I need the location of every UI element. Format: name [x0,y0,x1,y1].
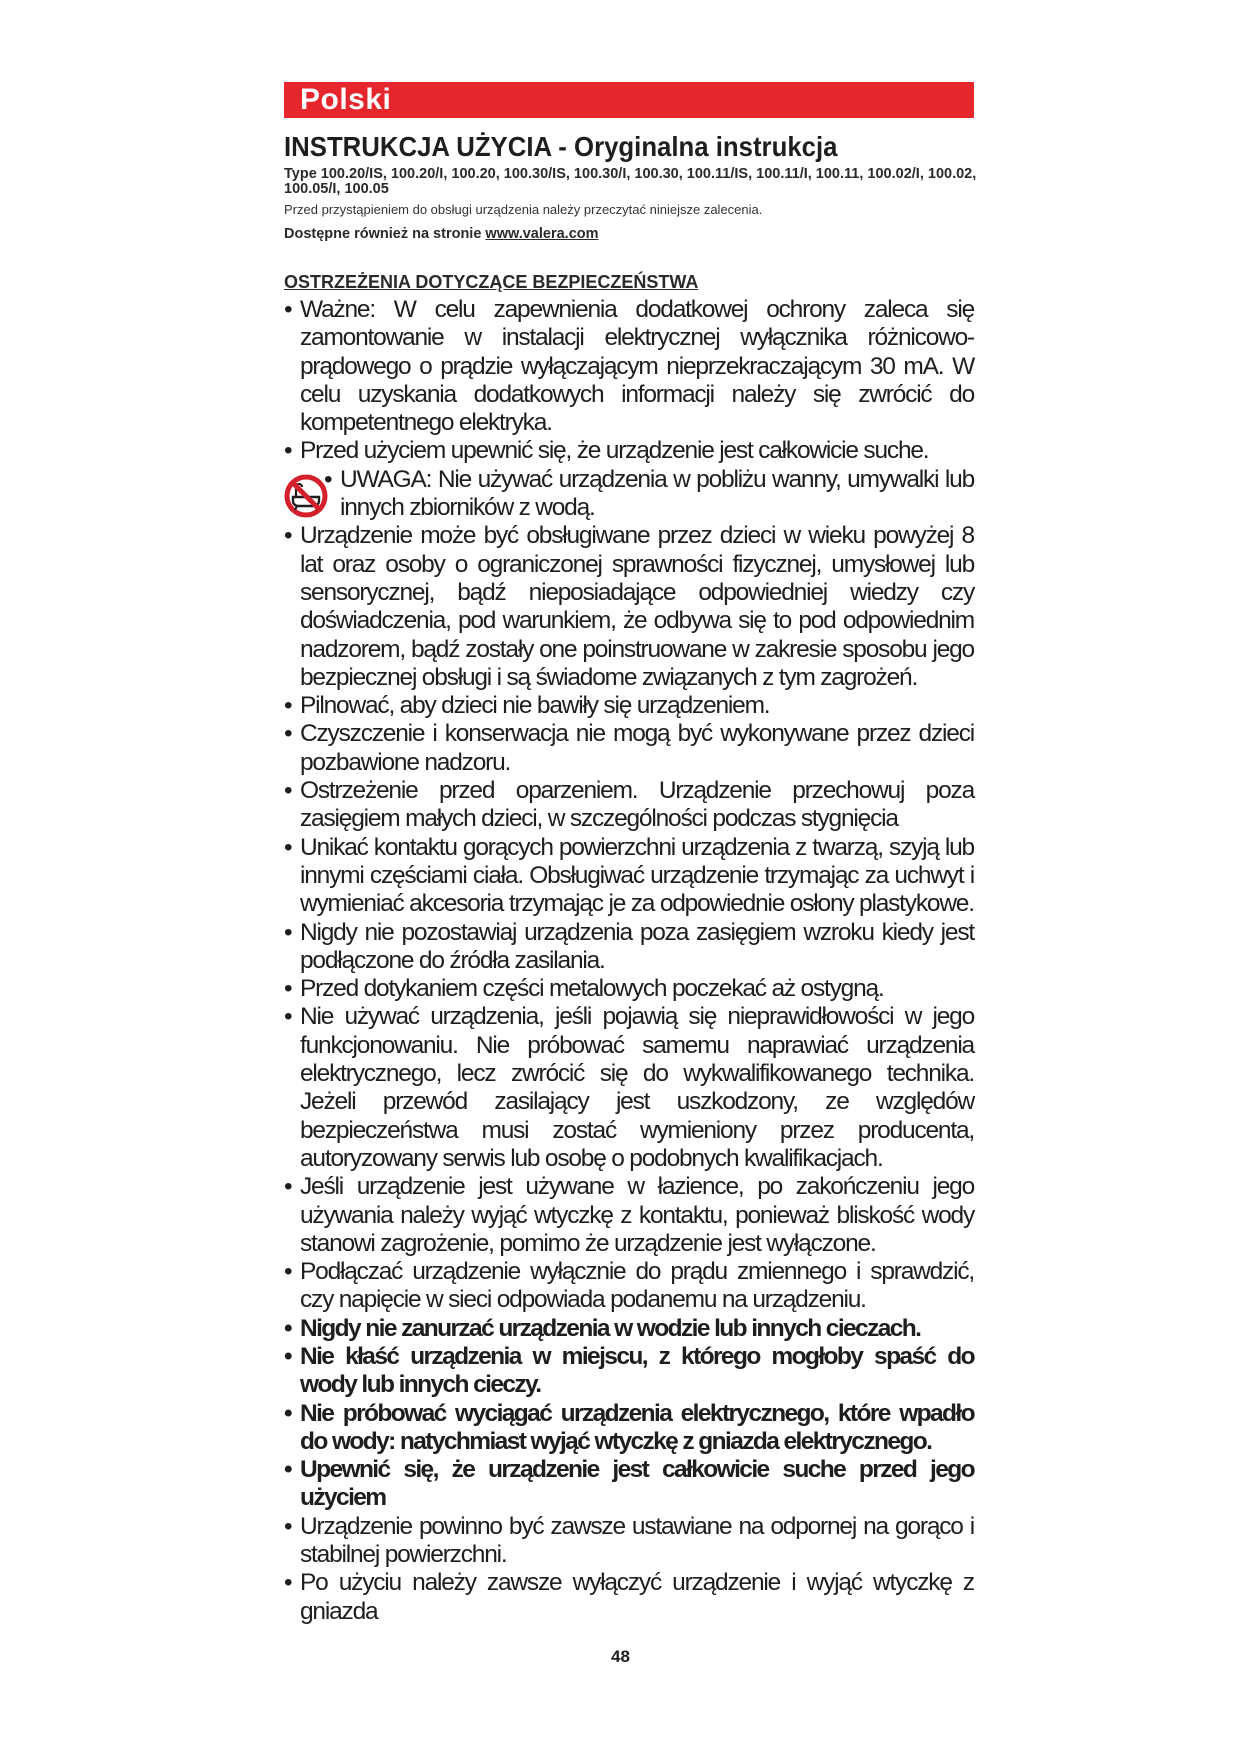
list-item: • Unikać kontaktu gorących powierzchni urządzenia z twarzą, szyją lub innymi częściami ciała. Obsługiwać urządzenie trzymając za uchwyt i wymieniać akcesoria trzymając je za odpowiednie osłony plastykowe. [284,833,974,918]
model-types: Type 100.20/IS, 100.20/I, 100.20, 100.30/IS, 100.30/I, 100.30, 100.11/IS, 100.11/I, 100.11, 100.02/I, 100.02, 100.05/I, 100.05 [284,166,977,197]
list-item: • Pilnować, aby dzieci nie bawiły się urządzeniem. [284,692,770,720]
website-link[interactable]: www.valera.com [485,226,599,242]
list-item: • Czyszczenie i konserwacja nie mogą być wykonywane przez dzieci pozbawione nadzoru. [284,720,974,776]
list-item: • Nie próbować wyciągać urządzenia elektrycznego, które wpadło do wody: natychmiast wyjąć wtyczkę z gniazda elektrycznego. [284,1399,974,1455]
list-item: • Nie kłaść urządzenia w miejscu, z którego mogłoby spaść do wody lub innych cieczy. [284,1342,974,1399]
language-banner [284,82,974,118]
list-item: • Nie używać urządzenia, jeśli pojawią się nieprawidłowości w jego funkcjonowaniu. Nie próbować samemu naprawiać urządzenia elektrycznego, lecz zwrócić się do wykwalifikowanego technika. Jeżeli przewód zasilający jest uszkodzony, ze względów bezpieczeństwa musi zostać wymieniony przez producenta, autoryzowany serwis lub osobę o podobnych kwalifikacjach. [284,1003,974,1172]
list-item: • Jeśli urządzenie jest używane w łazience, po zakończeniu jego używania należy wyjąć wtyczkę z kontaktu, ponieważ bliskość wody stanowi zagrożenie, pomimo że urządzenie jest wyłączone. [284,1173,974,1257]
list-item: • Upewnić się, że urządzenie jest całkowicie suche przed jego użyciem [284,1456,974,1512]
list-item: • Po użyciu należy zawsze wyłączyć urządzenie i wyjąć wtyczkę z gniazda [284,1569,974,1625]
page-title: INSTRUKCJA UŻYCIA - Oryginalna instrukcja [284,131,838,162]
no-bathtub-icon [284,474,328,518]
list-item: • Przed użyciem upewnić się, że urządzenie jest całkowicie suche. [284,437,929,465]
list-item: • Ostrzeżenie przed oparzeniem. Urządzenie przechowuj poza zasięgiem małych dzieci, w szczególności podczas stygnięcia [284,777,974,833]
availability-note [284,226,599,242]
safety-heading: OSTRZEŻENIA DOTYCZĄCE BEZPIECZEŃSTWA [284,272,699,292]
list-item: • Urządzenie powinno być zawsze ustawiane na odpornej na gorąco i stabilnej powierzchni. [284,1512,974,1569]
language-label: Polski [300,83,392,116]
list-item: • Przed dotykaniem części metalowych poczekać aż ostygną. [284,975,884,1003]
list-item: • Nigdy nie zanurzać urządzenia w wodzie lub innych cieczach. [284,1314,921,1342]
read-before-note: Przed przystąpieniem do obsługi urządzenia należy przeczytać niniejsze zalecenia. [284,202,763,217]
list-item: • Ważne: W celu zapewnienia dodatkowej ochrony zaleca się zamontowanie w instalacji elektrycznej wyłącznika różnicowo-prądowego o prądzie wyłączającym nieprzekraczającym 30 mA. W celu uzyskania dodatkowych informacji należy się zwrócić do kompetentnego elektryka. [284,296,974,437]
availability-text: Dostępne również na stronie [284,226,486,242]
list-item: • Podłączać urządzenie wyłącznie do prądu zmiennego i sprawdzić, czy napięcie w sieci odpowiada podanemu na urządzeniu. [284,1258,974,1314]
page-number: 48 [611,1647,630,1666]
safety-list [284,296,974,1626]
list-item: • Nigdy nie pozostawiaj urządzenia poza zasięgiem wzroku kiedy jest podłączone do źródła zasilania. [284,918,974,974]
list-item: • UWAGA: Nie używać urządzenia w pobliżu wanny, umywalki lub innych zbiorników z wodą. [284,466,974,523]
list-item: • Urządzenie może być obsługiwane przez dzieci w wieku powyżej 8 lat oraz osoby o ograniczonej sprawności fizycznej, umysłowej lub sensorycznej, bądź nieposiadające odpowiedniej wiedzy czy doświadczenia, pod warunkiem, że odbywa się to pod odpowiednim nadzorem, bądź zostały one poinstruowane w zakresie sposobu jego bezpiecznej obsługi i są świadome związanych z tym zagrożeń. [284,522,974,691]
